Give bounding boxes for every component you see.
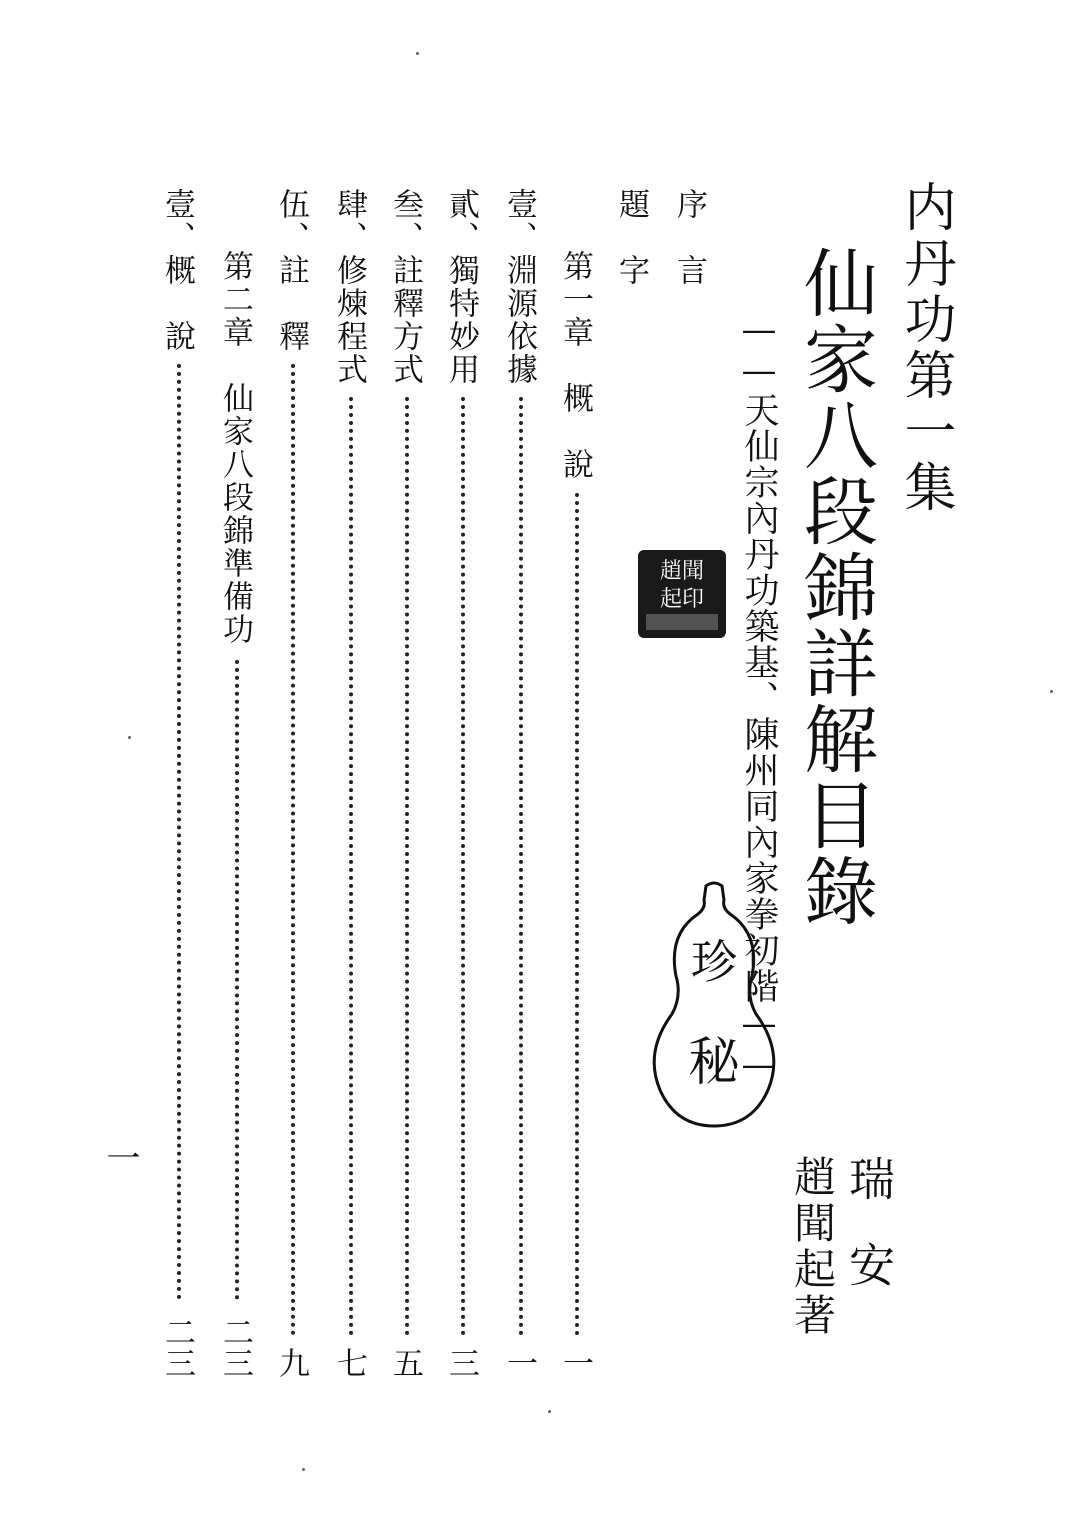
toc-page-number: 七 [331,1347,367,1378]
toc-leader-dots [235,660,239,1300]
gourd-seal [644,880,784,1134]
toc-entry-label: 壹、概 說 [159,188,195,353]
series-title: 内丹功第一集 [895,180,955,516]
toc-entry-label: 貳、獨特妙用 [443,188,479,386]
toc-entry-label: 伍、註 釋 [273,188,309,353]
toc-page-number: 二三 [217,1316,253,1378]
svg-text:珍: 珍 [691,935,737,989]
seal-text-2: 起印 [659,587,705,612]
toc-entry-label: 題 字 [613,188,649,287]
toc-entry[interactable] [386,188,428,1378]
author-line-1: 瑞安 [842,1155,896,1327]
speck [302,1468,305,1471]
speck [1050,690,1053,693]
toc-leader-dots [291,364,295,1337]
subtitle: ——天仙宗內丹功築基、陳州同內家拳初階—— [739,310,779,1086]
toc-entry-label: 第一章 概 說 [557,250,593,481]
toc-leader-dots [349,397,353,1336]
toc-entry-label: 壹、淵源依據 [501,188,537,386]
toc-entry[interactable] [272,188,314,1378]
svg-text:秘: 秘 [687,1033,741,1093]
speck [128,736,131,739]
toc-entry[interactable] [330,188,372,1378]
toc-entry[interactable] [556,188,598,1378]
toc-page-number: 三 [443,1347,479,1378]
toc-entry-label: 叁、註釋方式 [387,188,423,386]
toc-leader-dots [177,364,181,1301]
toc-entry-label: 序 言 [671,188,707,287]
toc-entry[interactable] [158,188,200,1378]
toc-leader-dots [405,397,409,1336]
toc-entry[interactable] [500,188,542,1378]
toc-entry[interactable] [216,188,258,1378]
toc-entry[interactable] [612,188,654,1378]
seal-text-1: 趙聞 [659,559,705,584]
toc-entry[interactable] [442,188,484,1378]
toc-entry-label: 肆、修煉程式 [331,188,367,386]
toc-entry-label: 第二章 仙家八段錦準備功 [217,250,253,646]
toc-page-number: 二三 [159,1316,195,1378]
speck [548,1410,551,1413]
author-line-2: 趙聞起著 [788,1155,837,1339]
toc-leader-dots [461,397,465,1336]
speck [416,52,419,55]
toc-leader-dots [519,397,523,1336]
toc-leader-dots [575,493,579,1337]
toc-page-number: 九 [273,1347,309,1378]
folio-number: 一 [100,1140,140,1174]
page-title: 仙家八段錦詳解目錄 [792,245,878,929]
toc-page-number: 一 [501,1347,537,1378]
toc-entry[interactable] [670,188,712,1378]
toc-page-number: 五 [387,1347,423,1378]
toc-page-number: 一 [557,1347,593,1378]
